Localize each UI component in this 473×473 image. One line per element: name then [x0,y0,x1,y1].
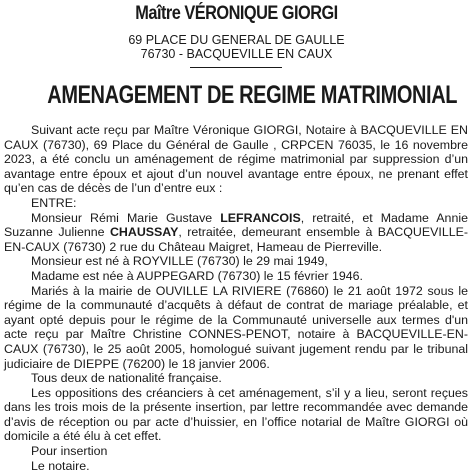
paragraph-husband-birth: Monsieur est né à ROYVILLE (76730) le 29 mai 1949, [31,254,328,269]
notice-title: AMENAGEMENT DE REGIME MATRIMONIAL [47,81,458,109]
paragraph-wife-birth: Madame est née à AUPPEGARD (76730) le 15 février 1946. [31,268,363,283]
paragraph-marriage: Mariés à la mairie de OUVILLE LA RIVIERE (76860) le 21 août 1972 sous le régime de la communauté d’acquêts à défaut de contrat de mariage préalable, et ayant opté depuis pour le régime de la Communauté universelle aux termes d'un acte reçu par Maître Christine CONNES-PENOT, notaire à BACQUEVILLE-EN-CAUX (76730), le 25 août 2005, homologué suivant jugement rendu par le tribunal judiciaire de DIEPPE (76200) le 18 janvier 2006. [4,283,468,371]
address-line-2: 76730 - BACQUEVILLE EN CAUX [140,47,333,61]
header-divider [190,67,282,68]
parties-text-3: , retraitée, demeurant ensemble à BACQUEVILLE-EN-CAUX (76730) 2 rue du Château Maigret, Hameau de Pierreville. [4,225,468,254]
paragraph-between: ENTRE: [31,195,77,210]
notice-body [4,123,468,473]
paragraph-signature: Le notaire. [31,458,90,473]
paragraph-for-insertion: Pour insertion [31,444,108,459]
paragraph-nationality: Tous deux de nationalité française. [31,371,222,386]
paragraph-act: Suivant acte reçu par Maître Véronique GIORGI, Notaire à BACQUEVILLE EN CAUX (76730), 69 Place du Général de Gaulle , CRPCEN 76035, le 16 novembre 2023, a été conclu un aménagement de régime matrimonial par suppression d’un avantage entre époux et ajout d’un nouvel avantage entre époux, ne prenant effet qu’en cas de décès de l’un d’entre eux : [4,123,468,196]
husband-surname: LEFRANCOIS [220,210,301,225]
paragraph-oppositions: Les oppositions des créanciers à cet aménagement, s’il y a lieu, seront reçues dans les trois mois de la présente insertion, par lettre recommandée avec demande d’avis de réception ou par acte d’huissier, en l’office notarial de Maître GIORGI où domicile a été élu à cet effet. [4,385,468,444]
parties-text-1: Monsieur Rémi Marie Gustave [31,210,221,225]
address-line-1: 69 PLACE DU GENERAL DE GAULLE [128,33,345,47]
paragraph-parties [4,211,468,255]
wife-surname: CHAUSSAY [109,225,179,240]
notary-name: Maître VÉRONIQUE GIORGI [135,3,338,24]
parties-text-2: , retraité, et Madame Annie Suzanne Julienne [4,210,468,240]
